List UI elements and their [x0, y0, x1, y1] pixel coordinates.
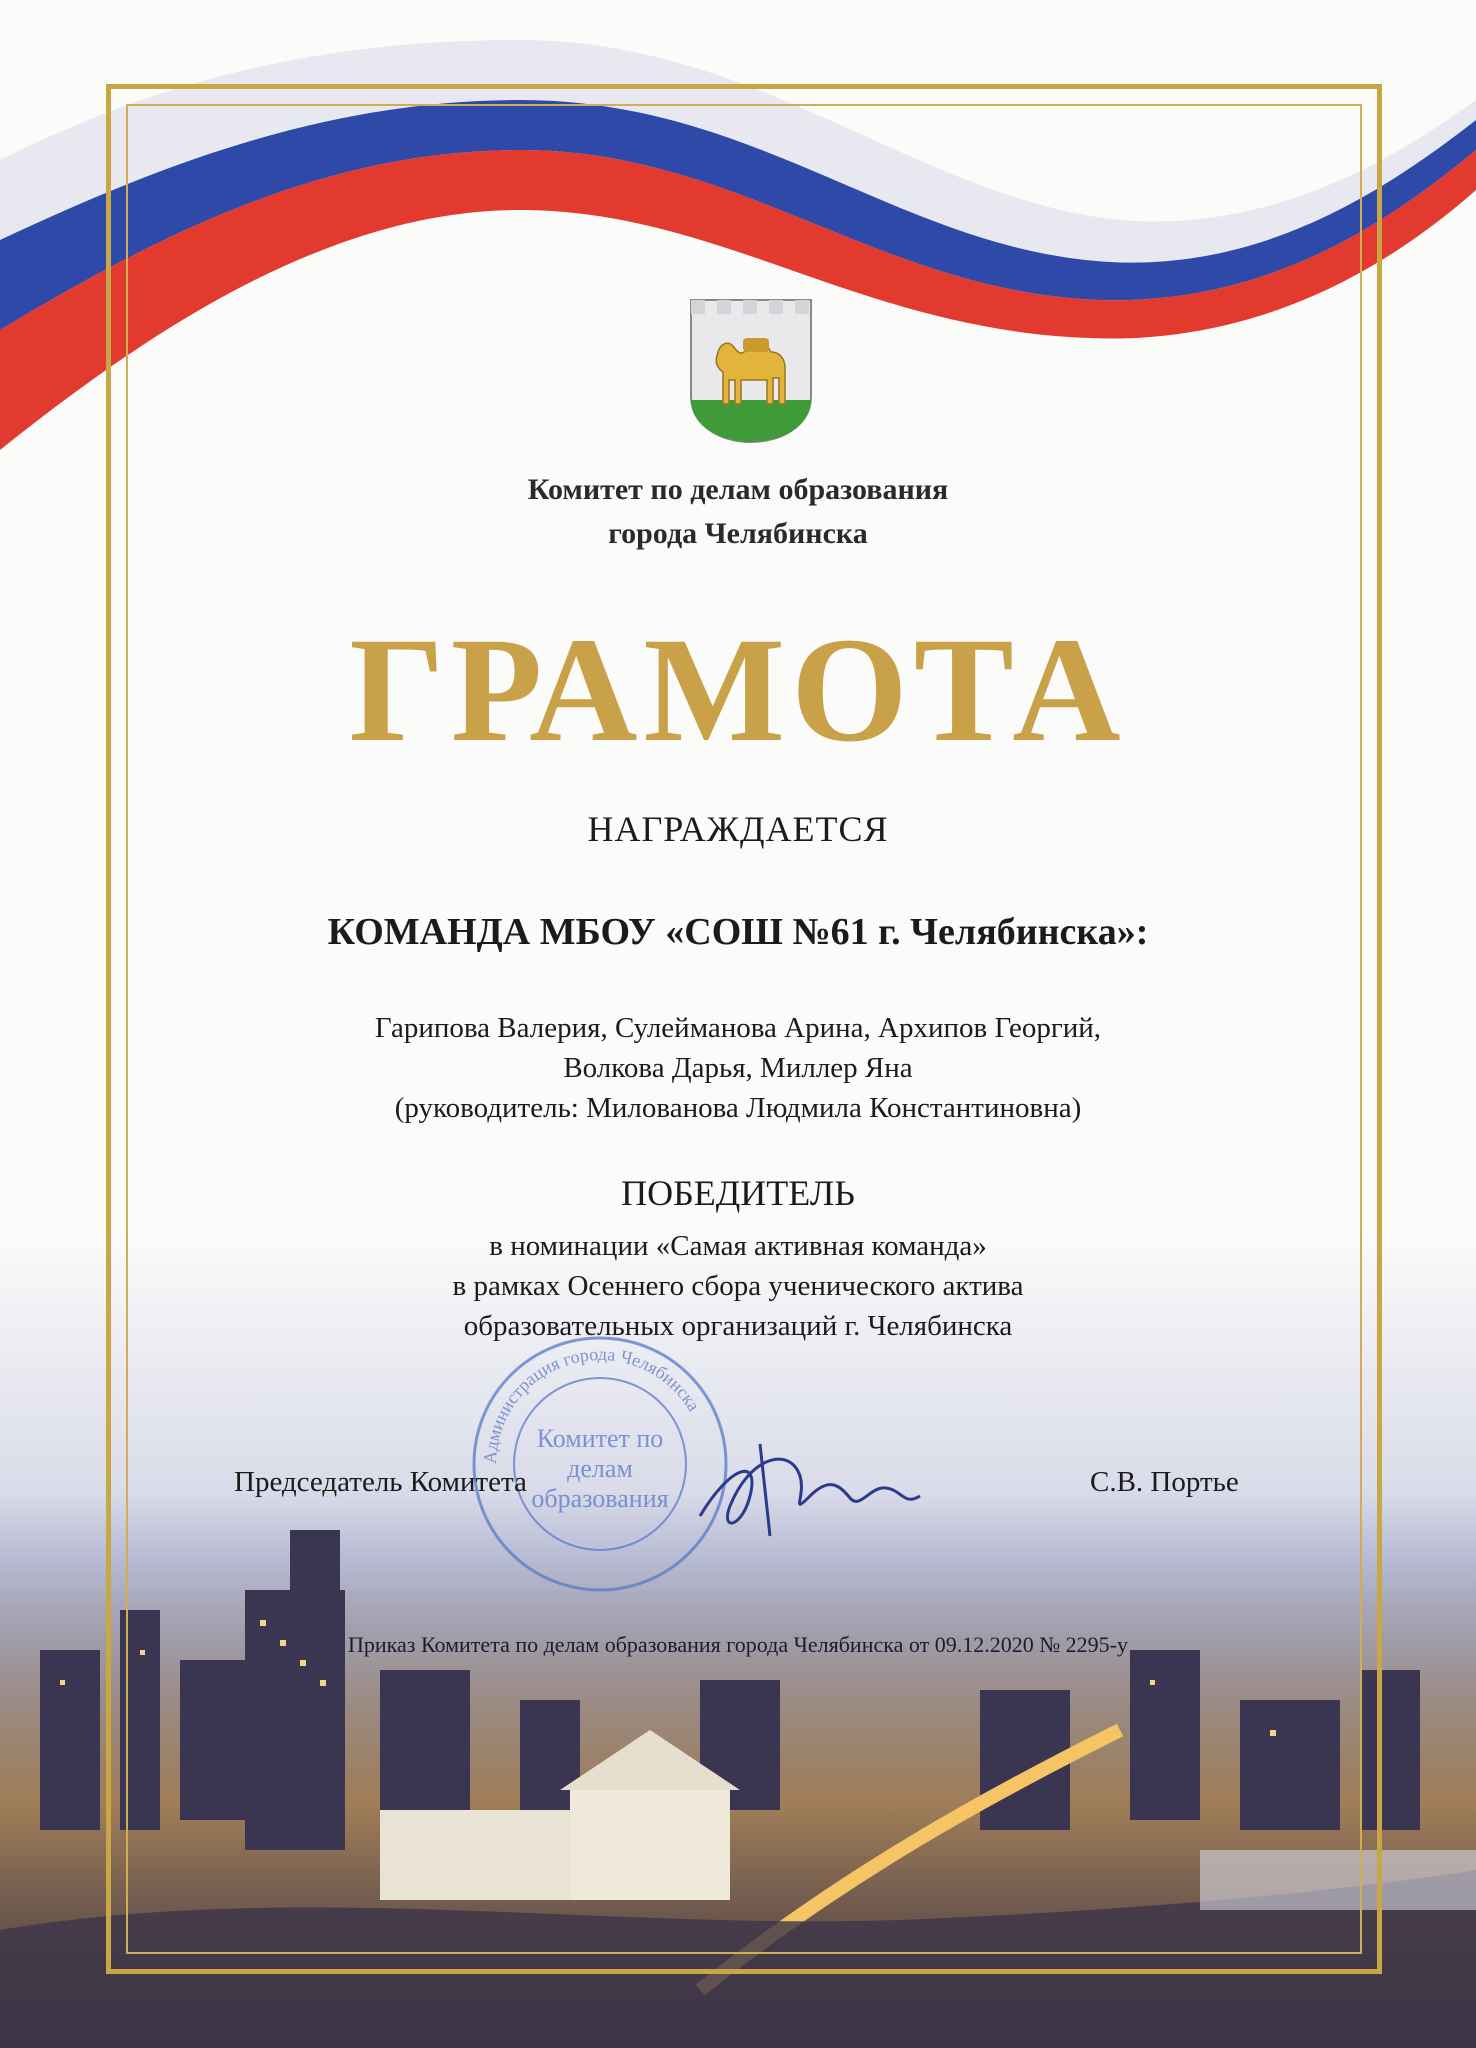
winner-label: ПОБЕДИТЕЛЬ [621, 1173, 855, 1213]
members-line3: (руководитель: Милованова Людмила Константиновна) [394, 1092, 1082, 1124]
chelyabinsk-coat-of-arms-icon [687, 296, 815, 446]
members-list [0, 1008, 1476, 1128]
members-line2: Волкова Дарья, Миллер Яна [563, 1052, 913, 1084]
signature-image [690, 1436, 930, 1546]
team-name: КОМАНДА МБОУ «СОШ №61 г. Челябинска»: [327, 911, 1149, 953]
stamp-ring-text: Администрация города Челябинска [479, 1343, 705, 1465]
stamp-inner-text: Комитет по делам образования [531, 1424, 669, 1513]
organization-line2: города Челябинска [608, 517, 868, 550]
awarded-label: НАГРАЖДАЕТСЯ [587, 809, 889, 849]
nomination-line3: образовательных организаций г. Челябинска [463, 1310, 1013, 1342]
organization-line1: Комитет по делам образования [527, 473, 949, 506]
nomination-line2: в рамках Осеннего сбора ученического актива [452, 1270, 1024, 1302]
organization-name [0, 468, 1476, 556]
chair-name: С.В. Портье [1090, 1466, 1239, 1498]
certificate-title: ГРАМОТА [349, 607, 1127, 773]
nomination-text [0, 1226, 1476, 1346]
nomination-line1: в номинации «Самая активная команда» [489, 1230, 987, 1262]
members-line1: Гарипова Валерия, Сулейманова Арина, Архипов Георгий, [374, 1012, 1102, 1044]
chair-position: Председатель Комитета [234, 1466, 527, 1498]
order-reference: Приказ Комитета по делам образования города Челябинска от 09.12.2020 № 2295-у [347, 1632, 1129, 1657]
